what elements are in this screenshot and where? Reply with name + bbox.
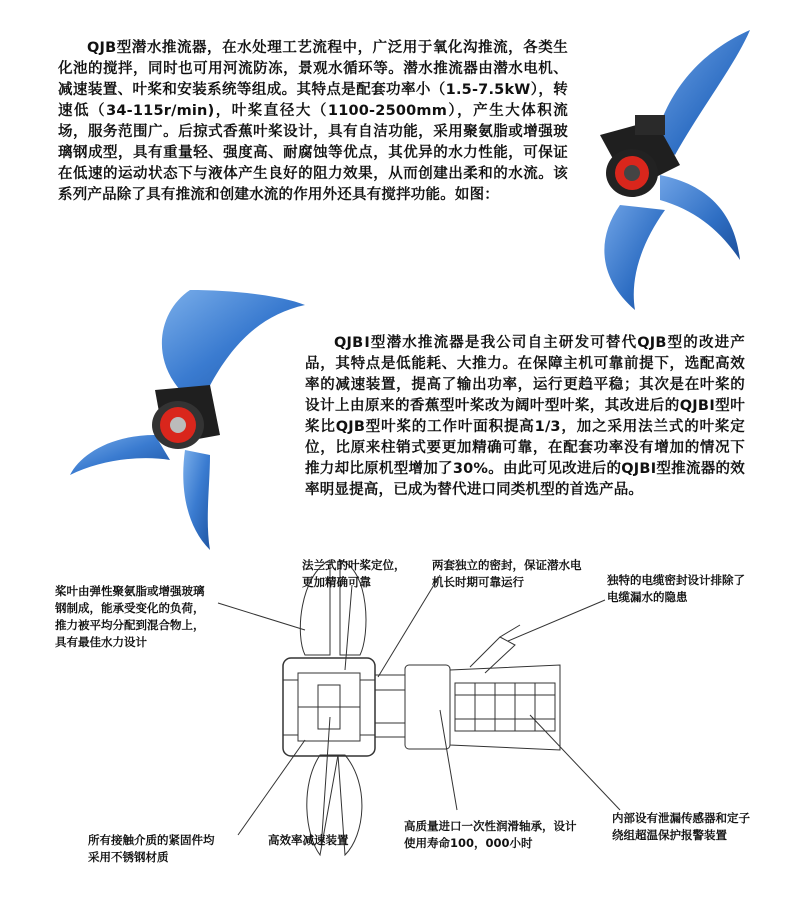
- callout-gear-reducer: 高效率减速装置: [268, 833, 349, 847]
- intro-paragraph: QJB型潜水推流器，在水处理工艺流程中，广泛用于氧化沟推流，各类生化池的搅拌，同时也可用河流防冻，景观水循环等。潜水推流器由潜水电机、减速装置、叶桨和安装系统等组成。其特点是配套功率小（1.5-7.5kW），转速低（34-115r/min)，叶桨直径大（1100-2500mm），产生大体积流场，服务范围广。后掠式香蕉叶桨设计，具有自洁功能，采用聚氨脂或增强玻璃钢成型，具有重量轻、强度高、耐腐蚀等优点，其优异的水力性能，可保证在低速的运动状态下与液体产生良好的阻力效果，从而创建出柔和的水流。该系列产品除了具有推流和创建水流的作用外还具有搅拌功能。如图：: [58, 40, 568, 203]
- callout-leak-sensor: 内部设有泄漏传感器和定子绕组超温保护报警装置: [612, 811, 750, 842]
- callout-bearing: 高质量进口一次性润滑轴承，设计使用寿命100，000小时: [404, 819, 577, 850]
- banana-blade-mixer-image: [560, 25, 760, 315]
- improved-model-paragraph: QJBⅠ型潜水推流器是我公司自主研发可替代QJB型的改进产品，其特点是低能耗、大推力。在保障主机可靠前提下，选配高效率的减速装置，提高了输出功率，运行更趋平稳；其次是在叶桨的设计上由原来的香蕉型叶桨改为阔叶型叶桨，其改进后的QJBⅠ型叶桨比QJB型叶桨的工作叶面积提高1/3，加之采用法兰式的叶桨定位，比原来柱销式要更加精确可靠，在配套功率没有增加的情况下推力却比原机型增加了30%。由此可见改进后的QJBⅠ型推流器的效率明显提高，已成为替代进口同类机型的首选产品。: [305, 335, 745, 498]
- callout-cable-seal: 独特的电缆密封设计排除了电缆漏水的隐患: [607, 573, 745, 604]
- callout-flange-positioning: 法兰式的叶桨定位，更加精确可靠: [302, 558, 406, 589]
- callout-blade-material: 桨叶由弹性聚氨脂或增强玻璃钢制成，能承受变化的负荷，推力被平均分配到混合物上，具有最佳水力设计: [55, 584, 205, 649]
- callout-stainless-fasteners: 所有接触介质的紧固件均采用不锈钢材质: [88, 833, 215, 864]
- callout-dual-seal: 两套独立的密封，保证潜水电机长时期可靠运行: [432, 558, 582, 589]
- broad-blade-mixer-image: [70, 285, 320, 555]
